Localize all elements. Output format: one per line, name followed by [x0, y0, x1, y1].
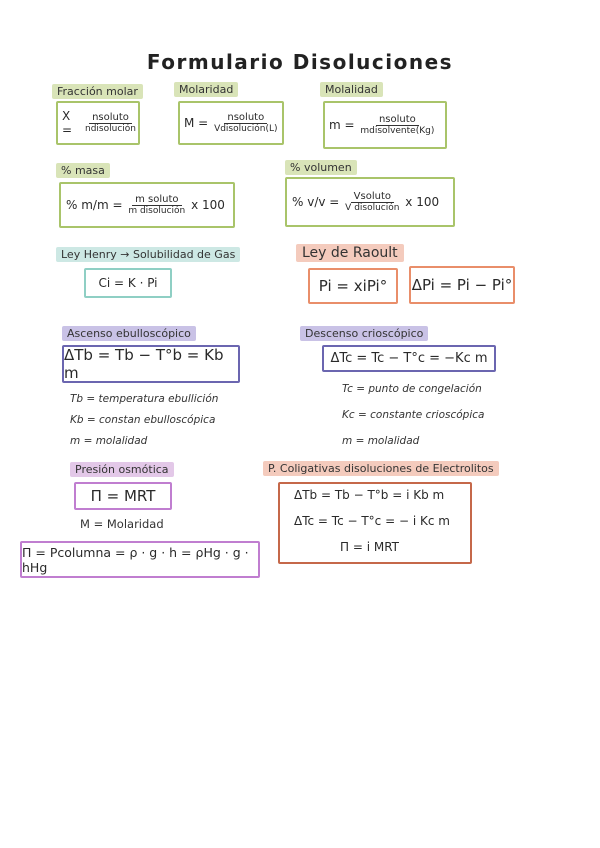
box-ascenso — [62, 345, 240, 383]
box-henry — [84, 268, 172, 298]
molaridad-num: nsoluto — [224, 112, 267, 124]
label-masa: % masa — [56, 163, 110, 178]
label-ascenso: Ascenso ebulloscópico — [62, 326, 196, 341]
volumen-fraction — [343, 191, 401, 213]
molalidad-num: nsoluto — [376, 114, 419, 126]
box-molalidad — [323, 101, 447, 149]
label-volumen: % volumen — [285, 160, 357, 175]
raoult-formula-1: Pi = xiPi° — [318, 277, 388, 295]
fraccion-molar-lhs: X = — [62, 109, 73, 137]
presion-formula-2: Π = Pcolumna = ρ · g · h = ρHg · g · hHg — [22, 544, 249, 575]
label-henry: Ley Henry → Solubilidad de Gas — [56, 247, 240, 262]
label-raoult: Ley de Raoult — [296, 244, 404, 262]
volumen-num: Vsoluto — [351, 191, 394, 203]
molaridad-fraction — [212, 112, 279, 134]
coligativas-line-1: ΔTb = Tb − T°b = i Kb m — [294, 488, 445, 502]
label-fraccion-molar: Fracción molar — [52, 84, 143, 99]
coligativas-line-2: ΔTc = Tc − T°c = − i Kc m — [294, 514, 450, 528]
molalidad-den: mdisolvente(Kg) — [360, 126, 435, 136]
descenso-formula: ΔTc = Tc − T°c = −Kc m — [330, 351, 488, 366]
fraccion-molar-fraction — [83, 112, 138, 134]
label-coligativas: P. Coligativas disoluciones de Electrolitos — [263, 461, 499, 476]
fraccion-molar-den: ndisolución — [85, 124, 136, 134]
box-volumen — [285, 177, 455, 227]
label-descenso: Descenso crioscópico — [300, 326, 428, 341]
presion-note: M = Molaridad — [80, 517, 164, 531]
label-molaridad: Molaridad — [174, 82, 238, 97]
box-presion — [74, 482, 172, 510]
box-descenso — [322, 345, 496, 372]
masa-lhs: % m/m = — [66, 198, 123, 212]
molalidad-lhs: m = — [329, 118, 355, 132]
box-raoult-1 — [308, 268, 398, 304]
box-presion-columna — [20, 541, 260, 578]
masa-den: m disolución — [128, 206, 186, 216]
presion-formula: Π = MRT — [90, 487, 156, 505]
ascenso-note-3: m = molalidad — [70, 435, 148, 447]
descenso-note-2: Kc = constante crioscópica — [342, 409, 485, 421]
box-coligativas — [278, 482, 472, 564]
coligativas-line-3: Π = i MRT — [340, 540, 400, 554]
descenso-note-3: m = molalidad — [342, 435, 420, 447]
box-masa — [59, 182, 235, 228]
ascenso-note-1: Tb = temperatura ebullición — [70, 393, 219, 405]
page-title: Formulario Disoluciones — [146, 50, 454, 74]
descenso-note-1: Tc = punto de congelación — [342, 383, 482, 395]
ascenso-formula: ΔTb = Tb − T°b = Kb m — [64, 346, 224, 382]
volumen-lhs: % v/v = — [292, 195, 340, 209]
masa-num: m soluto — [132, 194, 181, 206]
henry-formula: Ci = K · Pi — [98, 276, 158, 290]
raoult-formula-2: ΔPi = Pi − Pi° — [411, 276, 513, 294]
box-fraccion-molar — [56, 101, 140, 145]
fraccion-molar-num: nsoluto — [89, 112, 132, 124]
box-molaridad — [178, 101, 284, 145]
masa-fraction — [126, 194, 187, 216]
volumen-tail: x 100 — [405, 195, 440, 209]
label-presion: Presión osmótica — [70, 462, 174, 477]
molaridad-den: Vdisolución(L) — [214, 124, 278, 134]
box-raoult-2 — [409, 266, 515, 304]
label-molalidad: Molalidad — [320, 82, 383, 97]
ascenso-note-2: Kb = constan ebulloscópica — [70, 414, 216, 426]
masa-tail: x 100 — [191, 198, 225, 212]
molalidad-fraction — [358, 114, 436, 136]
volumen-den: V disolución — [345, 203, 400, 213]
molaridad-lhs: M = — [184, 116, 209, 130]
